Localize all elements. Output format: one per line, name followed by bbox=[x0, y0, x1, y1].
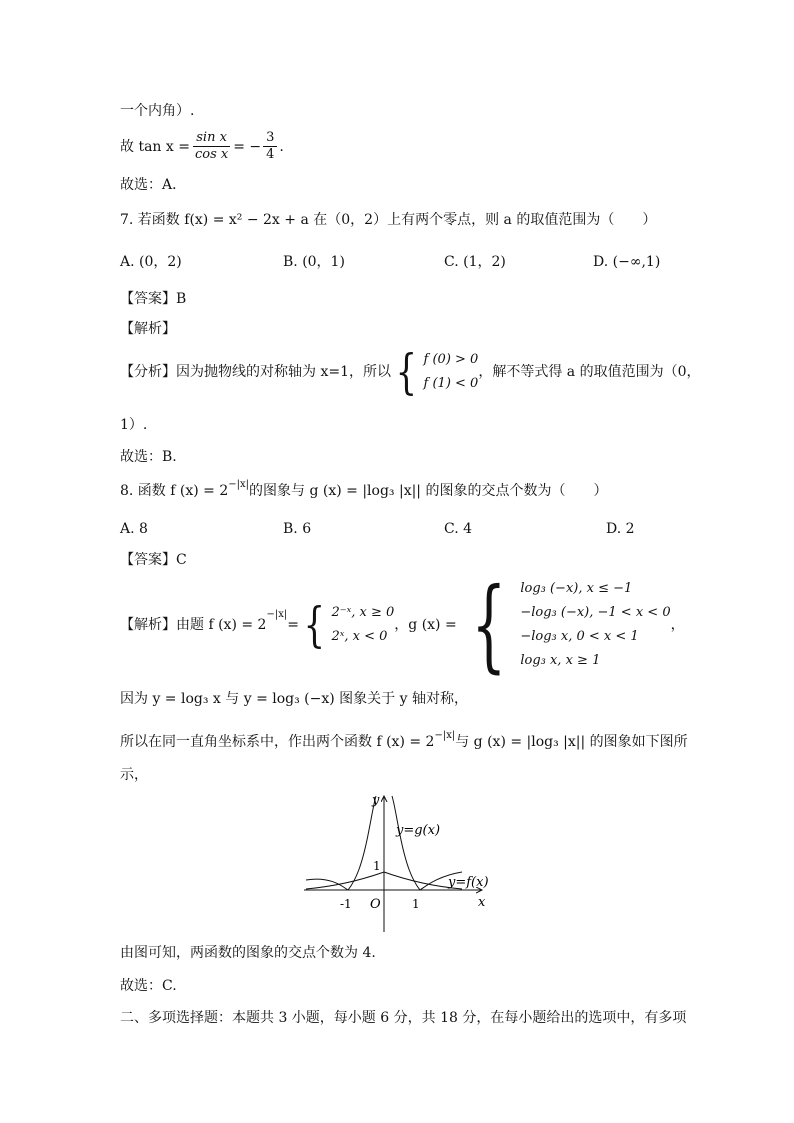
q7-left-brace: { bbox=[395, 344, 417, 400]
q8-g-label: ，g (x) = bbox=[394, 617, 457, 633]
q7-case-1: f (0) > 0 bbox=[423, 352, 479, 367]
tan-end: . bbox=[279, 138, 284, 155]
q8-sol-exponent: −|x| bbox=[266, 609, 288, 620]
q7-option-b: B. (0，1) bbox=[283, 254, 345, 270]
tan-numerator: sin x bbox=[193, 130, 230, 147]
q8-solution bbox=[120, 566, 685, 683]
label-f: y=f(x) bbox=[448, 875, 489, 890]
q8-option-d: D. 2 bbox=[606, 521, 635, 537]
x-axis-label: x bbox=[478, 895, 486, 910]
q8-line2-a: 所以在同一直角坐标系中，作出两个函数 f (x) = 2 bbox=[120, 734, 435, 750]
q7-analysis bbox=[120, 344, 701, 400]
q7-analysis-prefix: 【分析】因为抛物线的对称轴为 x=1，所以 bbox=[120, 364, 391, 380]
q8-stem-b: 的图象与 g (x) = |log₃ |x|| 的图象的交点个数为（ ） bbox=[249, 483, 608, 499]
q8-line1: 因为 y = log₃ x 与 y = log₃ (−x) 图象关于 y 轴对称， bbox=[120, 691, 468, 707]
q7-analysis-title: 【解析】 bbox=[120, 321, 176, 337]
q8-g-brace: { bbox=[471, 566, 507, 683]
q8-g-cases bbox=[457, 566, 671, 683]
q8-stem-a: 8. 函数 f (x) = 2 bbox=[120, 483, 229, 499]
origin-label: O bbox=[370, 897, 381, 912]
q8-g-case-4: log₃ x, x ≥ 1 bbox=[520, 653, 601, 668]
q7-stem: 7. 若函数 f(x) = x² − 2x + a 在（0，2）上有两个零点，则 a 的取值范围为（ ） bbox=[120, 212, 657, 228]
tan-equation bbox=[120, 130, 284, 163]
q7-analysis-suffix: ，解不等式得 a 的取值范围为（0， bbox=[478, 364, 701, 380]
q8-line2-b: 与 g (x) = |log₃ |x|| 的图象如下图所 bbox=[455, 734, 688, 750]
tan-value-fraction bbox=[263, 130, 277, 163]
q8-conclusion: 由图可知，两函数的图象的交点个数为 4. bbox=[120, 945, 376, 961]
function-graph bbox=[300, 790, 500, 935]
q7-case-2: f (1) < 0 bbox=[423, 376, 479, 391]
q7-option-c: C. (1，2) bbox=[444, 254, 506, 270]
tan-value-denominator: 4 bbox=[266, 147, 275, 162]
tick-neg1-label: -1 bbox=[340, 897, 352, 911]
tan-prefix: 故 tan x = bbox=[120, 138, 190, 155]
tan-mid: = − bbox=[233, 138, 262, 155]
tan-fraction bbox=[192, 130, 231, 163]
q7-cases bbox=[391, 344, 479, 400]
q8-choose: 故选：C. bbox=[120, 978, 177, 994]
q8-g-case-1: log₃ (−x), x ≤ −1 bbox=[520, 581, 633, 596]
q8-g-end: ， bbox=[670, 617, 685, 633]
q8-stem-exponent: −|x| bbox=[228, 479, 250, 490]
q7-option-a: A. (0，2) bbox=[120, 254, 182, 270]
tan-denominator: cos x bbox=[194, 147, 229, 162]
q8-f-case-2: 2ˣ, x < 0 bbox=[331, 629, 388, 644]
tan-value-numerator: 3 bbox=[263, 130, 277, 147]
q7-choose: 故选：B. bbox=[120, 449, 177, 465]
text-line-top: 一个内角）. bbox=[120, 103, 195, 119]
q8-option-c: C. 4 bbox=[444, 521, 473, 537]
q8-line2 bbox=[120, 730, 688, 750]
q8-g-case-3: −log₃ x, 0 < x < 1 bbox=[520, 629, 639, 644]
q8-answer: 【答案】C bbox=[120, 552, 187, 568]
q7-analysis-cont: 1）. bbox=[120, 417, 148, 433]
choose-a: 故选：A． bbox=[120, 177, 187, 193]
label-g: y=g(x) bbox=[396, 823, 441, 838]
y-tick-1-label: 1 bbox=[373, 859, 381, 873]
q8-line2-exponent: −|x| bbox=[434, 730, 456, 741]
q8-f-cases bbox=[299, 597, 395, 653]
tick-1-label: 1 bbox=[412, 897, 420, 911]
g-curve-left bbox=[306, 796, 376, 890]
q8-sol-prefix: 【解析】由题 f (x) = 2 bbox=[120, 617, 267, 633]
q8-line2-cont: 示， bbox=[120, 767, 148, 783]
q8-option-b: B. 6 bbox=[283, 521, 312, 537]
q8-stem bbox=[120, 479, 608, 499]
q8-option-a: A. 8 bbox=[120, 521, 148, 537]
q7-option-d: D. (−∞,1) bbox=[593, 254, 661, 270]
q8-g-case-2: −log₃ (−x), −1 < x < 0 bbox=[520, 605, 671, 620]
q8-f-brace: { bbox=[303, 597, 325, 653]
q7-answer: 【答案】B bbox=[120, 291, 187, 307]
y-axis-label: y bbox=[372, 793, 380, 808]
section-2-heading: 二、多项选择题：本题共 3 小题，每小题 6 分，共 18 分，在每小题给出的选项中，有多项 bbox=[120, 1010, 687, 1026]
q8-sol-eq: = bbox=[287, 617, 299, 633]
q8-f-case-1: 2⁻ˣ, x ≥ 0 bbox=[331, 605, 395, 620]
